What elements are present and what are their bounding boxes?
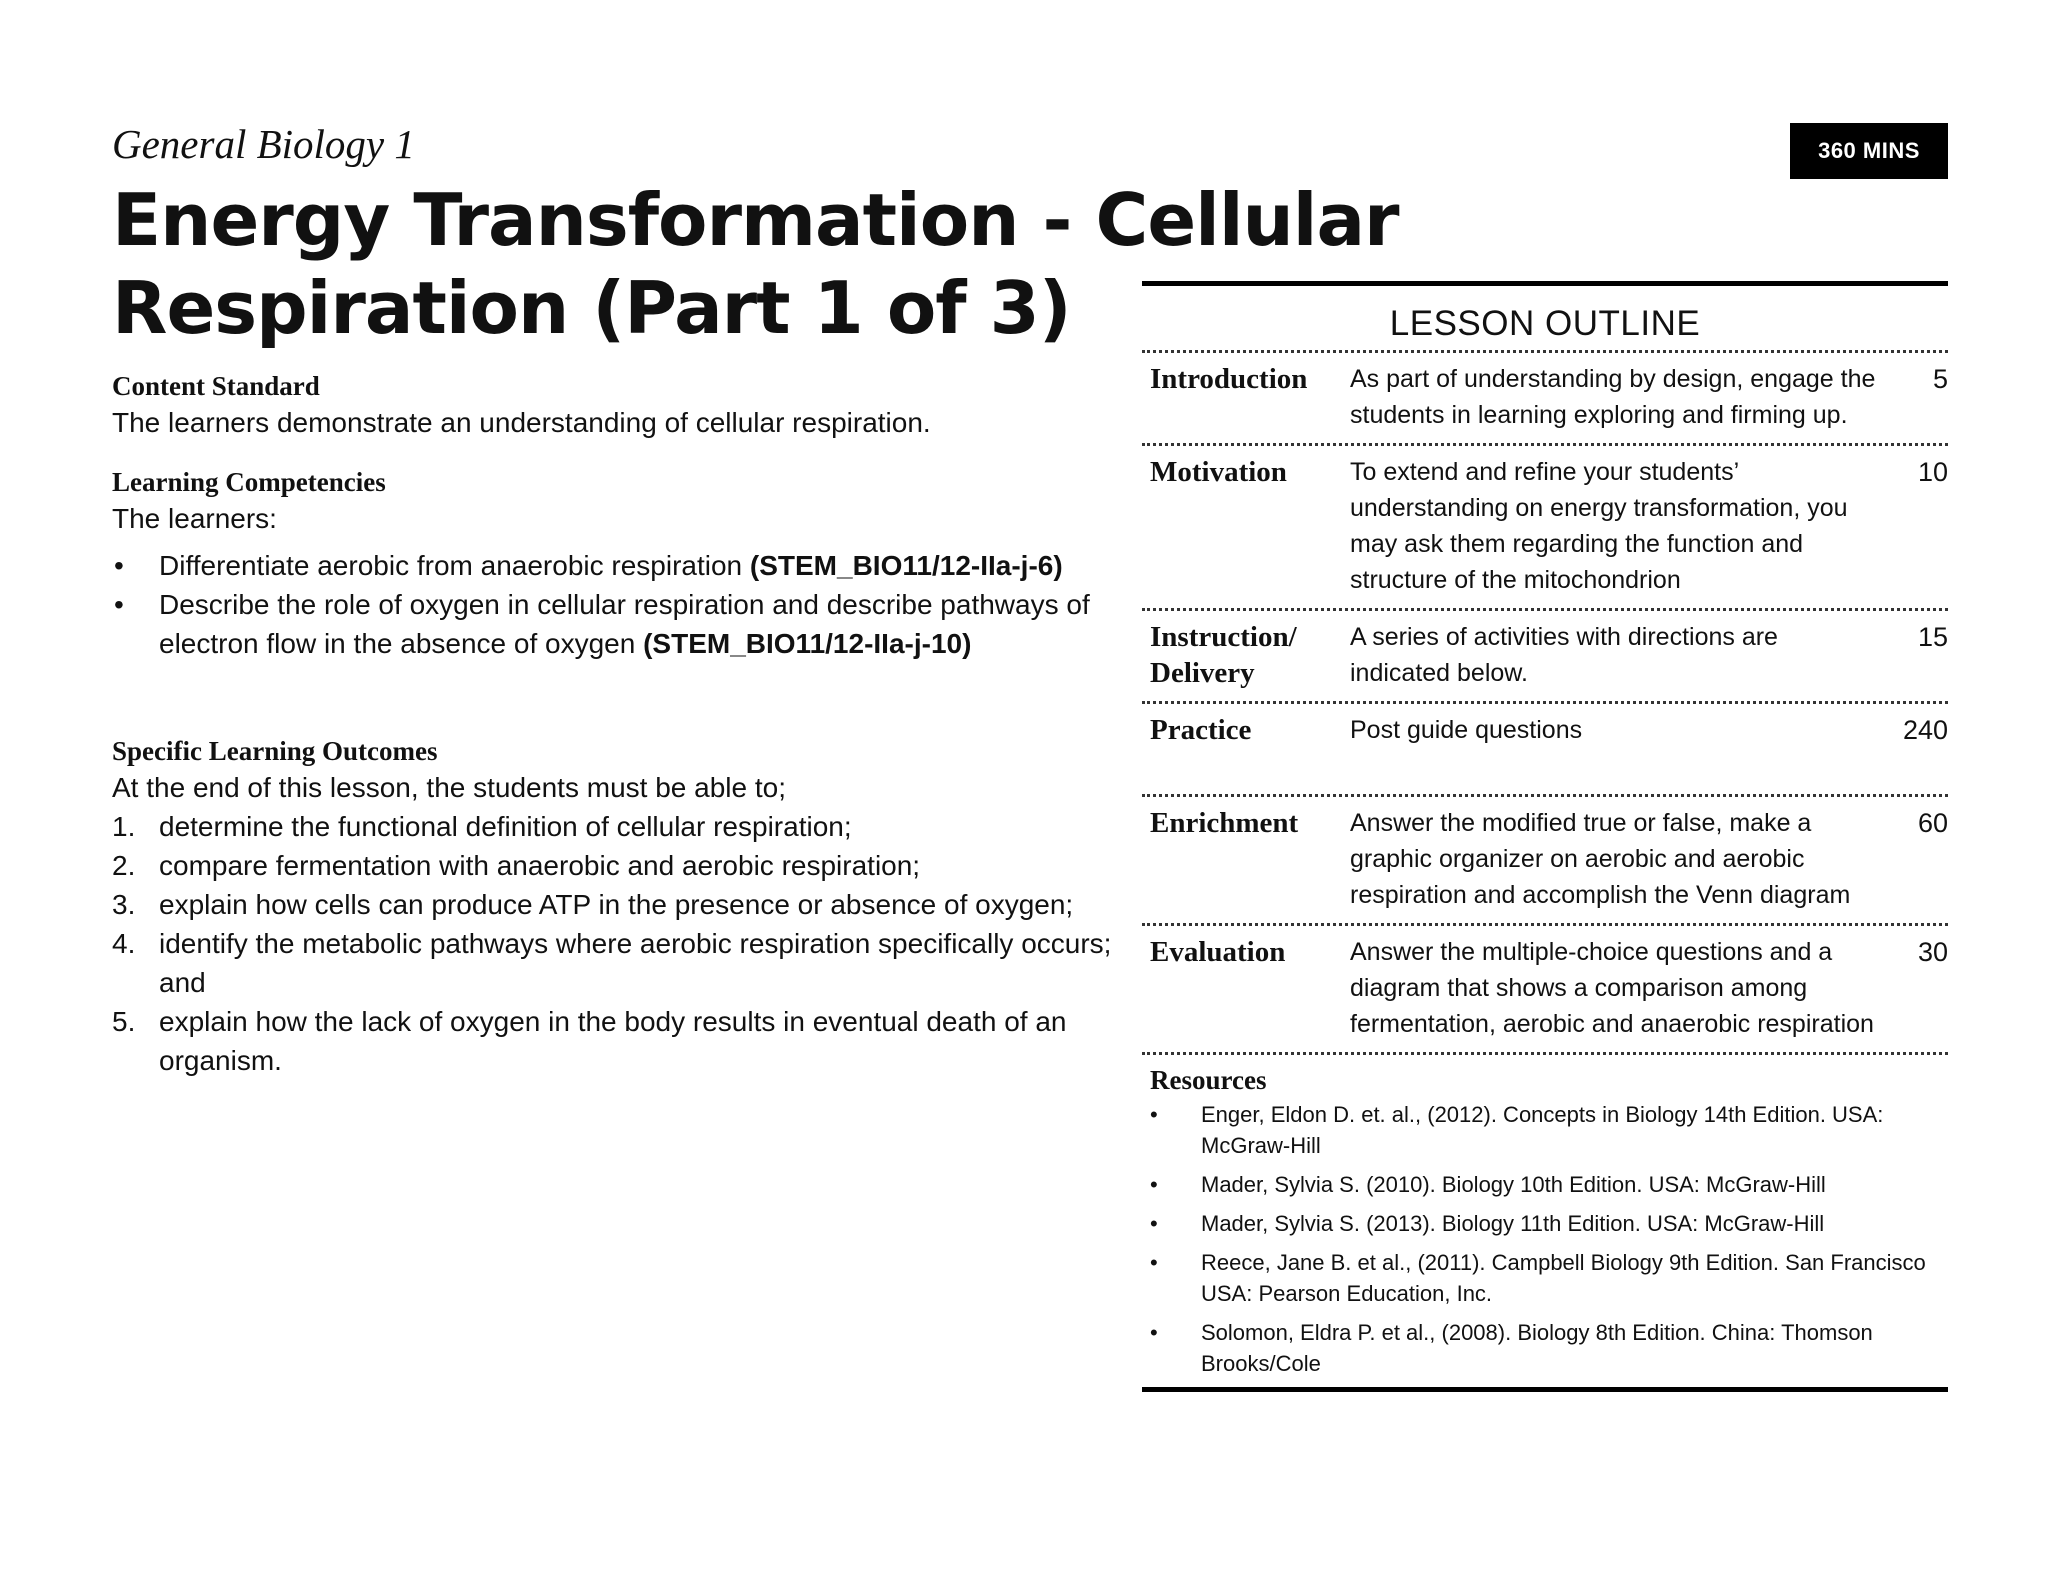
specific-outcomes-section bbox=[112, 733, 1132, 1080]
outline-row-name: Instruction/ Delivery bbox=[1150, 621, 1297, 689]
outline-row-desc: A series of activities with directions are indicated below. bbox=[1350, 623, 1778, 687]
outline-row-name: Motivation bbox=[1150, 456, 1287, 488]
competency-code: (STEM_BIO11/12-IIa-j-6) bbox=[749, 550, 1063, 581]
left-column bbox=[112, 368, 1132, 1102]
outline-row-desc: To extend and refine your students’ understanding on energy transformation, you may ask them regarding the function and structure of the mitochondrion bbox=[1350, 458, 1848, 594]
specific-outcomes-intro: At the end of this lesson, the students must be able to; bbox=[112, 772, 786, 803]
competency-item: • Differentiate aerobic from anaerobic respiration (STEM_BIO11/12-IIa-j-6) bbox=[114, 550, 1063, 581]
page-title-line-2: Respiration (Part 1 of 3) bbox=[112, 266, 1071, 350]
page-title-line-1: Energy Transformation - Cellular bbox=[112, 178, 1399, 262]
outline-row bbox=[1142, 701, 1948, 794]
outline-row-time: 240 bbox=[1902, 715, 1948, 745]
content-standard-section bbox=[112, 368, 1132, 442]
competency-code: (STEM_BIO11/12-IIa-j-10) bbox=[643, 628, 972, 659]
resource-item: • Reece, Jane B. et al., (2011). Campbell Biology 9th Edition. San Francisco USA: Pearson Education, Inc. bbox=[1150, 1250, 1926, 1306]
outline-bottom-rule bbox=[1142, 1387, 1948, 1392]
learning-competencies-heading: Learning Competencies bbox=[112, 467, 386, 497]
outline-row-name: Enrichment bbox=[1150, 807, 1299, 839]
outcome-item: 2. compare fermentation with anaerobic and aerobic respiration; bbox=[112, 850, 921, 881]
subject-label: General Biology 1 bbox=[112, 121, 415, 167]
outline-row bbox=[1142, 794, 1948, 923]
competency-item: • Describe the role of oxygen in cellular respiration and describe pathways of electron flow in the absence of oxygen (STEM_BIO11/12-IIa-j-10) bbox=[114, 589, 1090, 659]
outline-row-desc: Post guide questions bbox=[1350, 716, 1583, 744]
lesson-outline-title: LESSON OUTLINE bbox=[1389, 304, 1701, 343]
outline-row-name: Evaluation bbox=[1150, 936, 1286, 968]
resources-section bbox=[1142, 1055, 1948, 1379]
outcome-item: 3. explain how cells can produce ATP in the presence or absence of oxygen; bbox=[112, 889, 1074, 920]
outline-row-time: 60 bbox=[1917, 808, 1948, 838]
outline-row-time: 15 bbox=[1917, 622, 1948, 652]
resource-item: • Mader, Sylvia S. (2010). Biology 10th Edition. USA: McGraw-Hill bbox=[1150, 1172, 1826, 1197]
outline-row-desc: As part of understanding by design, engage the students in learning exploring and firming up. bbox=[1350, 365, 1876, 429]
outline-row bbox=[1142, 350, 1948, 443]
learning-competencies-intro: The learners: bbox=[112, 503, 277, 534]
outline-row bbox=[1142, 923, 1948, 1052]
resource-item: • Solomon, Eldra P. et al., (2008). Biology 8th Edition. China: Thomson Brooks/Cole bbox=[1150, 1320, 1873, 1376]
outline-row-desc: Answer the modified true or false, make a graphic organizer on aerobic and aerobic respiration and accomplish the Venn diagram bbox=[1350, 809, 1851, 909]
outline-row bbox=[1142, 443, 1948, 608]
outline-row bbox=[1142, 608, 1948, 701]
specific-outcomes-heading: Specific Learning Outcomes bbox=[112, 736, 438, 766]
resource-list bbox=[1150, 1099, 1948, 1379]
outline-row-desc: Answer the multiple-choice questions and a diagram that shows a comparison among fermentation, aerobic and anaerobic respiration bbox=[1350, 938, 1874, 1038]
duration-badge: 360 MINS bbox=[1790, 123, 1948, 179]
outcome-item: 1. determine the functional definition of cellular respiration; bbox=[112, 811, 852, 842]
outcome-item: 4. identify the metabolic pathways where aerobic respiration specifically occurs; and bbox=[112, 928, 1112, 998]
outline-row-time: 30 bbox=[1917, 937, 1948, 967]
resource-item: • Mader, Sylvia S. (2013). Biology 11th Edition. USA: McGraw-Hill bbox=[1150, 1211, 1825, 1236]
content-standard-heading: Content Standard bbox=[112, 371, 320, 401]
competency-list bbox=[112, 546, 1132, 663]
outline-row-name: Practice bbox=[1150, 714, 1252, 746]
resources-heading: Resources bbox=[1150, 1065, 1267, 1095]
outcome-list bbox=[112, 807, 1132, 1080]
content-standard-text: The learners demonstrate an understanding of cellular respiration. bbox=[112, 407, 931, 438]
outline-row-name: Introduction bbox=[1150, 363, 1308, 395]
outcome-item: 5. explain how the lack of oxygen in the body results in eventual death of an organism. bbox=[112, 1006, 1067, 1076]
outline-row-time: 10 bbox=[1917, 457, 1948, 487]
outline-row-time: 5 bbox=[1932, 364, 1948, 394]
resource-item: • Enger, Eldon D. et. al., (2012). Concepts in Biology 14th Edition. USA: McGraw-Hill bbox=[1150, 1102, 1884, 1158]
learning-competencies-section bbox=[112, 464, 1132, 663]
lesson-outline-panel bbox=[1142, 281, 1948, 1392]
